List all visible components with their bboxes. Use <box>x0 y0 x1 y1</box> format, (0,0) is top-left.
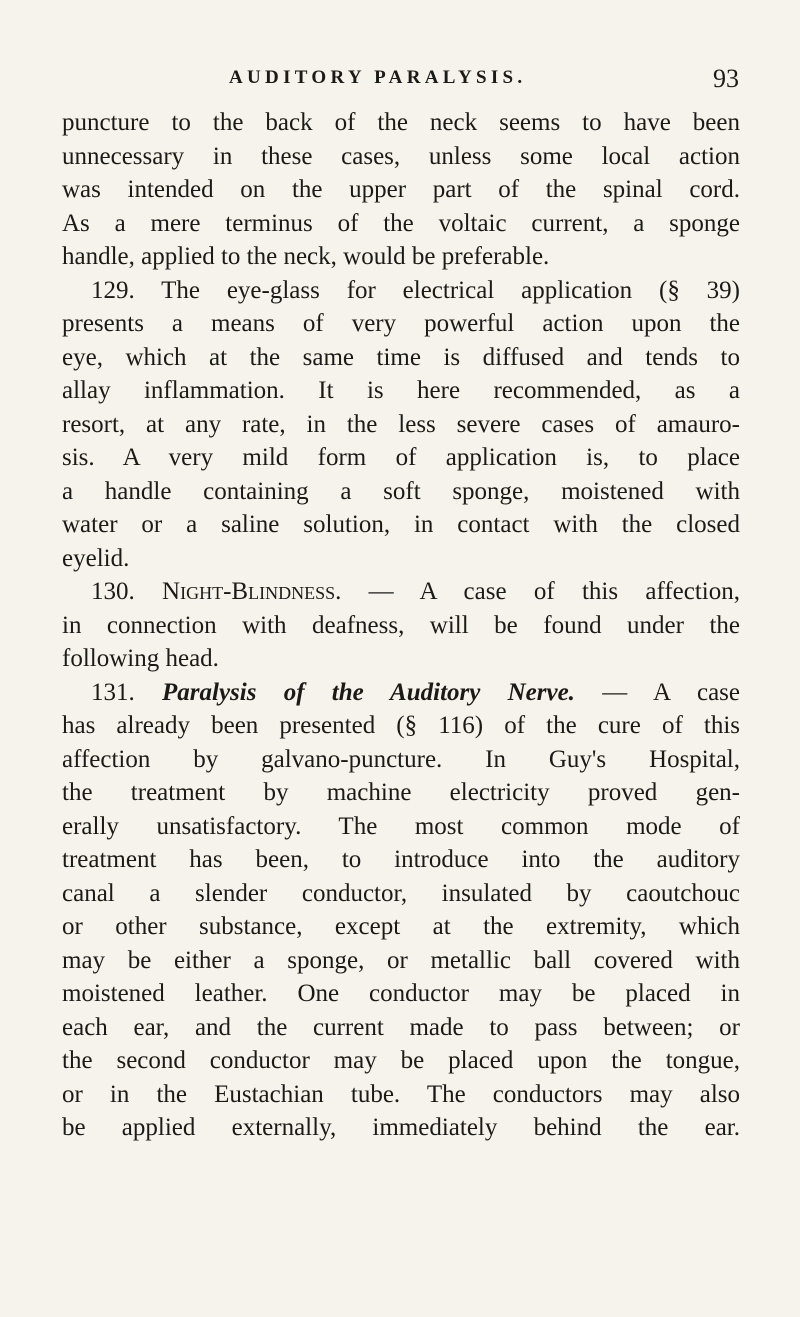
text-line: the treatment by machine electricity proved gen- <box>62 779 740 806</box>
paragraph-130-start <box>62 575 740 609</box>
text-line: water or a saline solution, in contact with the closed <box>62 511 740 538</box>
text-run: — A case of this affection, <box>341 578 740 605</box>
paragraph-129-start: 129. The eye-glass for electrical application (§ 39) <box>91 276 740 304</box>
text-line: moistened leather. One conductor may be placed in <box>62 980 740 1007</box>
text-line: be applied externally, immediately behind the ear. <box>62 1114 740 1141</box>
text-line: puncture to the back of the neck seems to have been <box>62 109 740 136</box>
section-heading-night-blindness: Night-Blindness. <box>162 578 342 605</box>
text-line: allay inflammation. It is here recommended, as a <box>62 377 740 404</box>
page-number: 93 <box>713 64 739 93</box>
running-head <box>229 64 739 94</box>
body-text <box>62 106 740 1145</box>
text-line: affection by galvano-puncture. In Guy's Hospital, <box>62 745 740 773</box>
text-line: resort, at any rate, in the less severe cases of amauro- <box>62 410 740 438</box>
text-line: was intended on the upper part of the spinal cord. <box>62 176 740 203</box>
text-line: treatment has been, to introduce into the auditory <box>62 846 740 873</box>
text-line: handle, applied to the neck, would be preferable. <box>62 243 550 270</box>
text-line: or other substance, except at the extremity, which <box>62 913 740 940</box>
text-line: has already been presented (§ 116) of the cure of this <box>62 712 740 739</box>
text-line: As a mere terminus of the voltaic current, a sponge <box>62 209 740 237</box>
text-line: a handle containing a soft sponge, moistened with <box>62 477 740 505</box>
text-line: each ear, and the current made to pass between; or <box>62 1013 740 1041</box>
text-line: erally unsatisfactory. The most common mode of <box>62 812 740 840</box>
section-heading-paralysis: Paralysis of the Auditory Nerve. <box>162 678 575 706</box>
text-line: canal a slender conductor, insulated by caoutchouc <box>62 879 740 907</box>
text-line: or in the Eustachian tube. The conductors may also <box>62 1080 740 1108</box>
running-title: AUDITORY PARALYSIS. <box>229 67 527 88</box>
text-line: following head. <box>62 645 219 672</box>
text-line: unnecessary in these cases, unless some local action <box>62 142 740 170</box>
text-line: presents a means of very powerful action upon the <box>62 310 740 337</box>
text-line: in connection with deafness, will be found under the <box>62 611 740 639</box>
text-line: the second conductor may be placed upon the tongue, <box>62 1047 740 1074</box>
text-line: may be either a sponge, or metallic ball covered with <box>62 946 740 974</box>
section-number: 131. <box>91 678 163 706</box>
text-run: — A case <box>574 678 741 706</box>
text-line: sis. A very mild form of application is, to place <box>62 444 740 471</box>
text-line: eyelid. <box>62 544 130 572</box>
text-line: eye, which at the same time is diffused and tends to <box>62 343 740 371</box>
section-number: 130. <box>91 578 163 605</box>
paragraph-131-start <box>62 676 740 710</box>
